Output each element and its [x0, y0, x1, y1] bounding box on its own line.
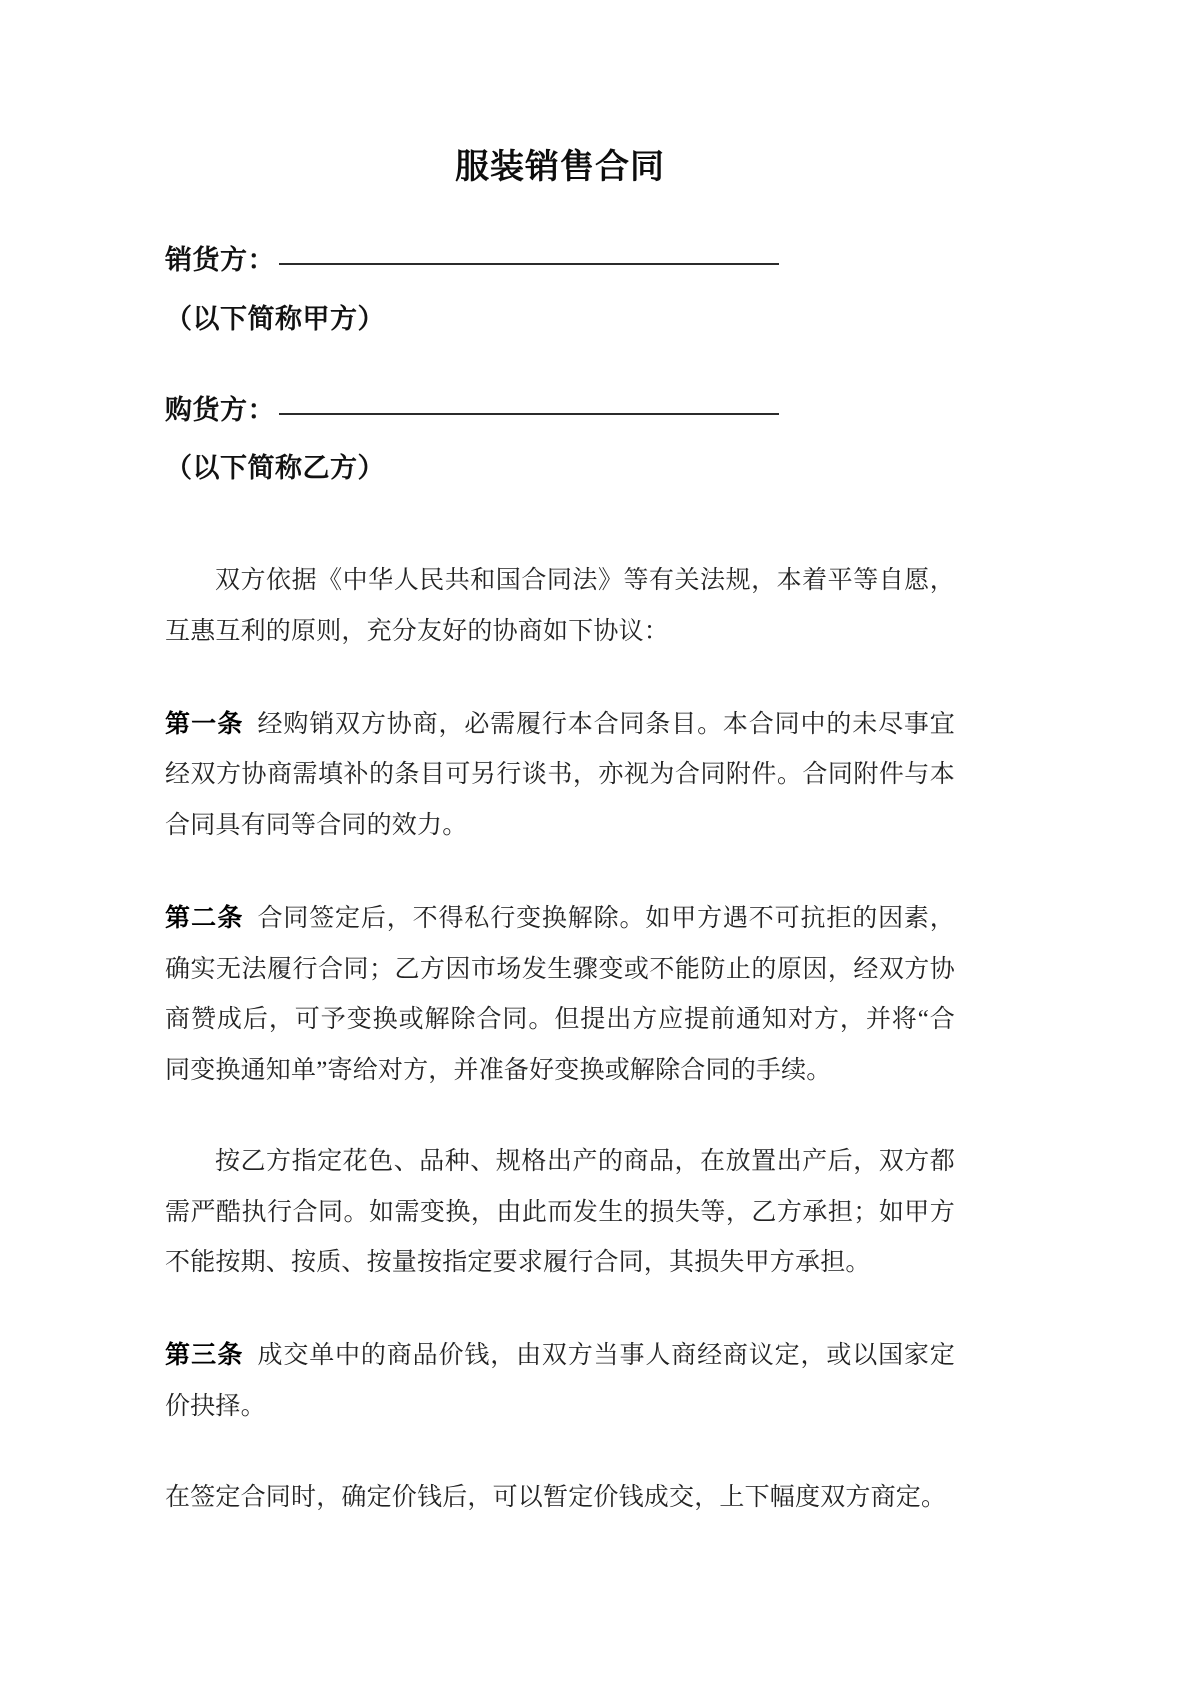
clause-two [165, 894, 955, 1097]
seller-suffix: （以下简称甲方） [165, 303, 385, 334]
clause-two-text: 合同签定后，不得私行变换解除。如甲方遇不可抗拒的因素，确实无法履行合同；乙方因市场发生骤变或不能防止的原因，经双方协商赞成后，可予变换或解除合同。但提出方应提前通知对方，并将“合同变换通知单”寄给对方，并准备好变换或解除合同的手续。 [165, 904, 955, 1085]
seller-blank-field[interactable] [279, 262, 779, 265]
clause-three-tail-paragraph: 在签定合同时，确定价钱后，可以暂定价钱成交，上下幅度双方商定。 [165, 1483, 947, 1511]
clause-one-text: 经购销双方协商，必需履行本合同条目。本合同中的未尽事宜经双方协商需填补的条目可另行谈书，亦视为合同附件。合同附件与本合同具有同等合同的效力。 [165, 710, 955, 840]
buyer-suffix: （以下简称乙方） [165, 453, 385, 484]
seller-label: 销货方： [165, 244, 275, 275]
clause-three-text: 成交单中的商品价钱，由双方当事人商经商议定，或以国家定价抉择。 [165, 1342, 955, 1420]
clause-one [165, 700, 955, 852]
clause-one-number: 第一条 [165, 710, 244, 738]
clause-three-number: 第三条 [165, 1342, 244, 1370]
buyer-label: 购货方： [165, 394, 275, 425]
preamble-paragraph: 双方依据《中华人民共和国合同法》等有关法规，本着平等自愿，互惠互利的原则，充分友好的协商如下协议： [165, 567, 955, 645]
clause-two-number: 第二条 [165, 904, 244, 932]
clause-two-sub-paragraph: 按乙方指定花色、品种、规格出产的商品，在放置出产后，双方都需严酷执行合同。如需变换，由此而发生的损失等，乙方承担；如甲方不能按期、按质、按量按指定要求履行合同，其损失甲方承担。 [165, 1147, 955, 1277]
seller-party-line [165, 231, 955, 349]
page-title: 服装销售合同 [455, 149, 665, 186]
document-content [165, 0, 955, 1523]
buyer-blank-field[interactable] [279, 412, 779, 415]
buyer-party-line [165, 381, 955, 499]
clause-three [165, 1331, 955, 1433]
